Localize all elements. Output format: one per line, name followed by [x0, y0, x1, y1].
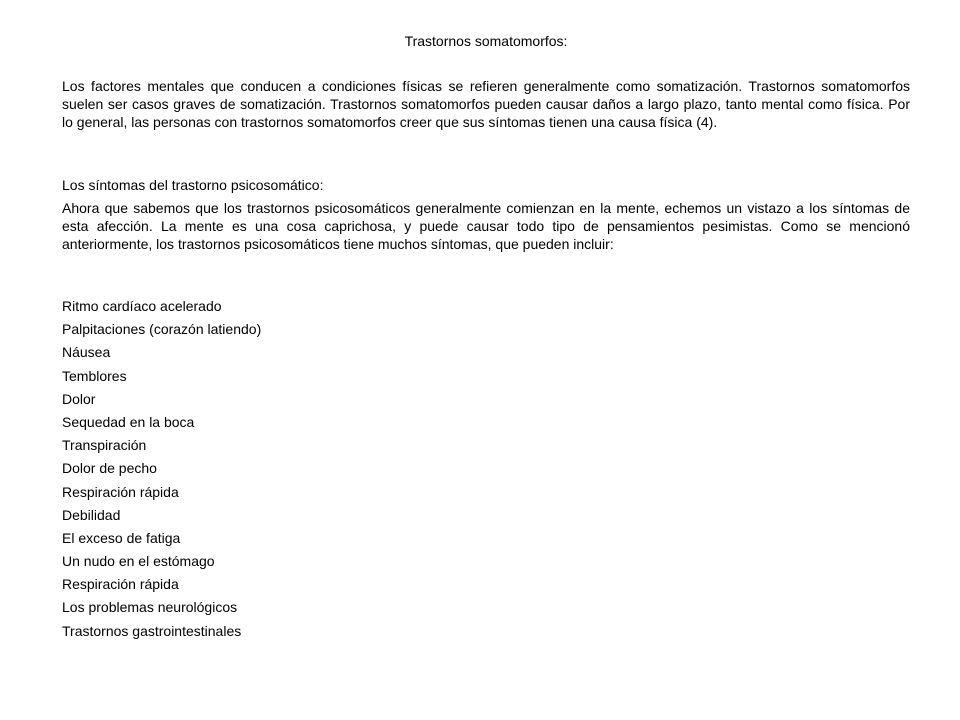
list-item: Los problemas neurológicos	[62, 599, 238, 616]
list-item: Transpiración	[62, 437, 147, 454]
list-item: Palpitaciones (corazón latiendo)	[62, 321, 262, 338]
intro-paragraph: Los factores mentales que conducen a condiciones físicas se refieren generalmente como somatización. Trastornos somatomorfos suelen ser casos graves de somatización. Trastornos somatomorfos pueden causar daños a largo plazo, tanto mental como física. Por lo general, las personas con trastornos somatomorfos creer que sus síntomas tienen una causa física (4).	[62, 78, 910, 130]
list-item: Un nudo en el estómago	[62, 553, 215, 570]
list-item: Náusea	[62, 344, 111, 361]
list-item: Respiración rápida	[62, 483, 179, 500]
list-item: Dolor	[62, 390, 96, 407]
list-item: Respiración rápida	[62, 576, 179, 593]
list-item: El exceso de fatiga	[62, 529, 181, 546]
document-title: Trastornos somatomorfos:	[404, 33, 568, 49]
section-heading: Los síntomas del trastorno psicosomático:	[62, 177, 324, 193]
list-item: Trastornos gastrointestinales	[62, 622, 242, 639]
list-item: Temblores	[62, 367, 127, 384]
list-item: Sequedad en la boca	[62, 413, 195, 430]
list-item: Dolor de pecho	[62, 460, 157, 477]
symptoms-intro-paragraph: Ahora que sabemos que los trastornos psicosomáticos generalmente comienzan en la mente, echemos un vistazo a los síntomas de esta afección. La mente es una cosa caprichosa, y puede causar todo tipo de pensamientos pesimistas. Como se mencionó anteriormente, los trastornos psicosomáticos tiene muchos síntomas, que pueden incluir:	[62, 200, 910, 252]
list-item: Debilidad	[62, 506, 121, 523]
symptom-list	[62, 297, 261, 645]
list-item: Ritmo cardíaco acelerado	[62, 298, 222, 314]
